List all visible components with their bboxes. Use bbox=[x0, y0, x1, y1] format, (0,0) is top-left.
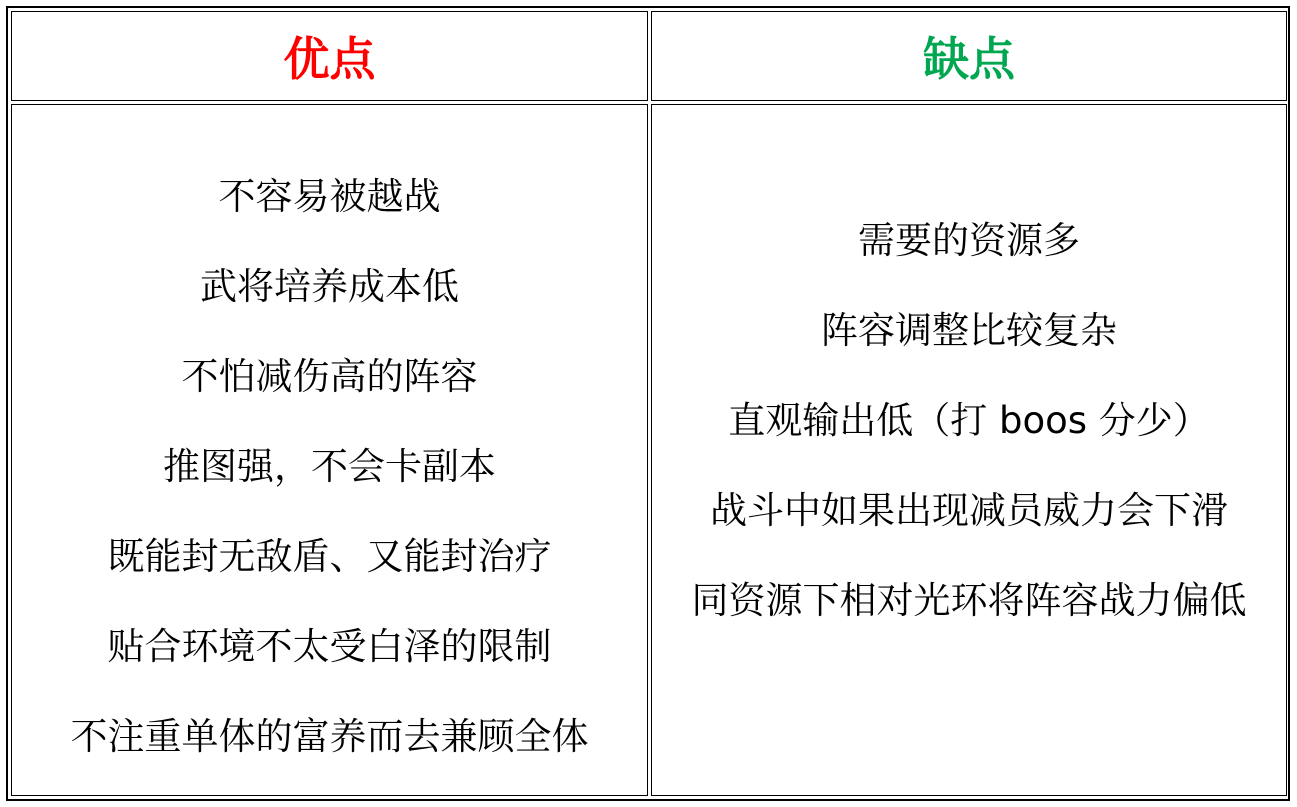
pros-item: 既能封无敌盾、又能封治疗 bbox=[107, 535, 552, 578]
cons-header-cell bbox=[651, 11, 1287, 101]
cons-item: 需要的资源多 bbox=[858, 219, 1080, 262]
pros-item: 武将培养成本低 bbox=[200, 265, 459, 308]
cons-item: 阵容调整比较复杂 bbox=[821, 309, 1117, 352]
pros-list bbox=[12, 152, 647, 782]
pros-item: 推图强，不会卡副本 bbox=[163, 445, 496, 488]
pros-item: 贴合环境不太受白泽的限制 bbox=[107, 625, 552, 668]
cons-item: 直观输出低（打 boos 分少） bbox=[728, 399, 1210, 442]
cons-cell bbox=[651, 104, 1287, 796]
cons-item: 战斗中如果出现减员威力会下滑 bbox=[710, 489, 1228, 532]
pros-item: 不怕减伤高的阵容 bbox=[181, 355, 478, 398]
cons-item: 同资源下相对光环将阵容战力偏低 bbox=[691, 579, 1247, 622]
pros-item: 不注重单体的富养而去兼顾全体 bbox=[70, 715, 589, 758]
pros-header-cell bbox=[11, 11, 648, 101]
pros-cons-table bbox=[6, 6, 1290, 801]
cons-list bbox=[652, 196, 1286, 646]
pros-cell bbox=[11, 104, 648, 796]
pros-header: 优点 bbox=[283, 32, 376, 86]
pros-item: 不容易被越战 bbox=[218, 175, 441, 218]
cons-header: 缺点 bbox=[923, 32, 1015, 86]
